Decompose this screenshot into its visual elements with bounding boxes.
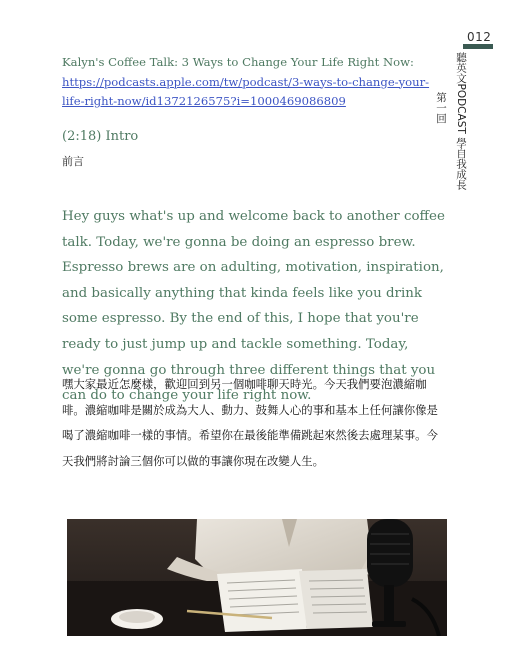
side-running-header	[435, 52, 471, 190]
page-number: 012	[467, 30, 492, 44]
section-timestamp: (2:18) Intro	[62, 129, 139, 144]
podcast-desk-photo	[67, 519, 447, 636]
source-link[interactable]: https://podcasts.apple.com/tw/podcast/3-ways-to-change-your-life-right-now/id1372126575?i=1000469086809	[62, 74, 430, 108]
episode-label: 第一回	[435, 92, 447, 124]
source-title: Kalyn's Coffee Talk: 3 Ways to Change Your Life Right Now:	[62, 55, 414, 69]
page-number-bar	[463, 44, 493, 49]
source-citation	[62, 53, 447, 112]
transcript-english: Hey guys what's up and welcome back to another coffee talk. Today, we're gonna be doing an espresso brew. Espresso brews are on adulting, motivation, inspiration, and basically anything that kinda feels like you drink some espresso. By the end of this, I hope that you're ready to just jump up and tackle something. Today, we're gonna go through three different things that you can do to change your life right now.	[62, 209, 445, 404]
series-title: 聽英文PODCAST 學自我成長	[455, 52, 467, 190]
transcript-chinese: 嘿大家最近怎麼樣，歡迎回到另一個咖啡聊天時光。今天我們要泡濃縮咖啡。濃縮咖啡是關於成為大人、動力、鼓舞人心的事和基本上任何讓你像是喝了濃縮咖啡一樣的事情。希望你在最後能準備跳起來然後去處理某事。今天我們將討論三個你可以做的事讓你現在改變人生。	[62, 377, 438, 468]
section-title-zh: 前言	[62, 155, 84, 168]
